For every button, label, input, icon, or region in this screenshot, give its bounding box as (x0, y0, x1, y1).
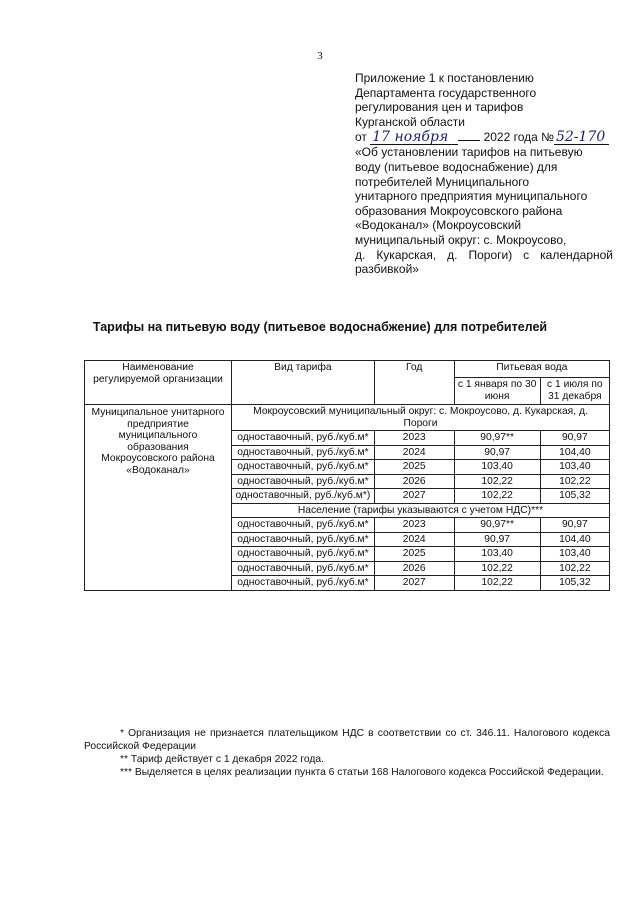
footnote-vat-allocation: *** Выделяется в целях реализации пункта 6 статьи 168 Налогового кодекса Российской Федерации. (120, 767, 604, 778)
subject-line: унитарного предприятия муниципального (355, 189, 588, 204)
document-title: Тарифы на питьевую воду (питьевое водоснабжение) для потребителей (92, 320, 548, 334)
tariff-h1-cell: 90,97** (454, 518, 540, 533)
tariff-h2-cell: 90,97 (540, 518, 609, 533)
subject-line: воду (питьевое водоснабжение) для (355, 159, 558, 174)
year-cell: 2023 (374, 518, 454, 533)
year-cell: 2024 (374, 532, 454, 547)
tariff-type-cell: одноставочный, руб./куб.м* (232, 460, 375, 475)
tariff-h1-cell: 90,97 (454, 532, 540, 547)
tariff-type-cell: одноставочный, руб./куб.м* (232, 532, 375, 547)
year-cell: 2026 (374, 474, 454, 489)
year-cell: 2025 (374, 460, 454, 475)
tariff-type-cell: одноставочный, руб./куб.м* (232, 576, 375, 591)
tariff-h2-cell: 90,97 (540, 431, 609, 446)
tariff-h1-cell: 102,22 (454, 474, 540, 489)
footnote-vat: * Организация не признается плательщиком НДС в соответствии со ст. 346.11. Налогового кодекса Российской Федерации (84, 728, 610, 752)
tariff-type-cell: одноставочный, руб./куб.м* (232, 445, 375, 460)
appendix-line: Приложение 1 к постановлению (355, 71, 534, 85)
tariff-type-cell: одноставочный, руб./куб.м* (232, 518, 375, 533)
tariff-type-cell: одноставочный, руб./куб.м* (232, 561, 375, 576)
year-cell: 2025 (374, 547, 454, 562)
subject-line: «Об установлении тарифов на питьевую (355, 145, 583, 160)
tariff-h2-cell: 102,22 (540, 474, 609, 489)
header-period-2: с 1 июля по 31 декабря (540, 378, 609, 405)
tariff-h2-cell: 105,32 (540, 576, 609, 591)
subject-line: разбивкой» (355, 262, 419, 277)
tariff-h2-cell: 105,32 (540, 489, 609, 504)
tariff-h1-cell: 90,97 (454, 445, 540, 460)
header-tariff-type: Вид тарифа (232, 361, 375, 405)
tariff-h1-cell: 103,40 (454, 547, 540, 562)
appendix-line: Курганской области (355, 114, 465, 129)
header-period-1: с 1 января по 30 июня (454, 378, 540, 405)
footnote-effective-date: ** Тариф действует с 1 декабря 2022 года. (120, 754, 324, 765)
header-year: Год (374, 361, 454, 405)
year-cell: 2023 (374, 431, 454, 446)
header-org: Наименование регулируемой организации (85, 361, 232, 405)
year-cell: 2027 (374, 576, 454, 591)
decree-date-line (355, 129, 613, 145)
year-cell: 2024 (374, 445, 454, 460)
tariff-table (84, 360, 610, 591)
subject-line: муниципальный округ: с. Мокроусово, (355, 232, 567, 247)
year-cell: 2027 (374, 489, 454, 504)
section-title: Мокроусовский муниципальный округ: с. Мокроусово, д. Кукарская, д. Пороги (232, 405, 610, 431)
from-label: от (355, 130, 367, 145)
subject-line: потребителей Муниципального (355, 174, 530, 189)
tariff-h2-cell: 102,22 (540, 561, 609, 576)
tariff-h2-cell: 104,40 (540, 532, 609, 547)
page-number: 3 (317, 50, 323, 62)
tariff-h1-cell: 102,22 (454, 489, 540, 504)
tariff-h2-cell: 104,40 (540, 445, 609, 460)
tariff-h1-cell: 103,40 (454, 460, 540, 475)
organization-name: Муниципальное унитарного предприятие муниципального образования Мокроусовского района «Водоканал» (85, 405, 232, 591)
tariff-h2-cell: 103,40 (540, 460, 609, 475)
handwritten-date: 17 ноября (370, 131, 458, 145)
year-label: 2022 года № (483, 130, 554, 145)
appendix-line: регулирования цен и тарифов (355, 100, 524, 115)
tariff-type-cell: одноставочный, руб./куб.м* (232, 474, 375, 489)
section-title: Население (тарифы указываются с учетом НДС)*** (232, 503, 610, 518)
footnotes (84, 727, 610, 779)
tariff-h1-cell: 102,22 (454, 561, 540, 576)
tariff-type-cell: одноставочный, руб./куб.м* (232, 431, 375, 446)
year-cell: 2026 (374, 561, 454, 576)
appendix-line: Департамента государственного (355, 85, 537, 100)
tariff-type-cell: одноставочный, руб./куб.м* (232, 547, 375, 562)
tariff-h1-cell: 102,22 (454, 576, 540, 591)
appendix-header (355, 71, 613, 277)
tariff-h2-cell: 103,40 (540, 547, 609, 562)
subject-line: образования Мокроусовского района (355, 203, 563, 218)
header-drinking-water: Питьевая вода (454, 361, 609, 378)
subject-line: «Водоканал» (Мокроусовский (355, 218, 522, 233)
tariff-type-cell: одноставочный, руб./куб.м*) (232, 489, 375, 504)
handwritten-number: 52-170 (554, 131, 609, 145)
subject-line: д. Кукарская, д. Пороги) с календарной (355, 247, 613, 262)
tariff-h1-cell: 90,97** (454, 431, 540, 446)
date-blank (458, 129, 480, 141)
